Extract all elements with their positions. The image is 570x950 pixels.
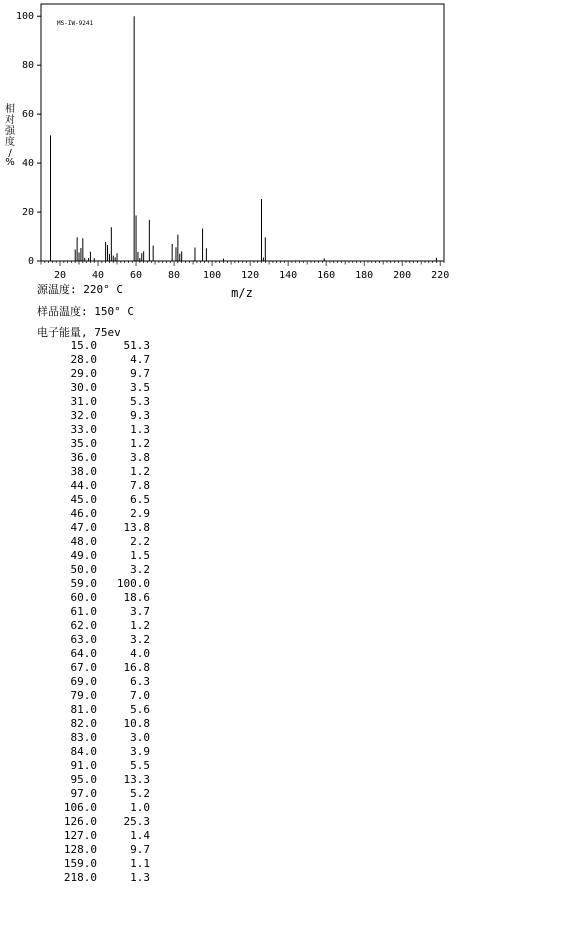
x-axis-label: m/z: [231, 286, 253, 300]
y-tick-label: 40: [21, 158, 34, 170]
peak-mz-value: 44.0: [70, 479, 97, 492]
peak-table-row: [30, 367, 150, 381]
peak-mz-value: 159.0: [63, 857, 97, 870]
peak-mz-value: 126.0: [63, 815, 97, 828]
peak-mz-value: 15.0: [70, 339, 97, 352]
peak-mz-value: 35.0: [70, 437, 97, 450]
peak-intensity-value: 9.7: [130, 843, 150, 856]
peak-table-row: [30, 661, 150, 675]
peak-table-row: [30, 787, 150, 801]
electron-energy: 电子能量, 75ev: [37, 326, 121, 339]
peak-intensity-value: 13.8: [123, 521, 150, 534]
x-tick-label: 200: [393, 270, 412, 281]
peak-mz-value: 32.0: [70, 409, 97, 422]
peak-intensity-value: 7.8: [130, 479, 150, 492]
peak-intensity-value: 100.0: [116, 577, 150, 590]
peak-table-row: [30, 689, 150, 703]
peak-table-row: [30, 605, 150, 619]
x-tick-label: 120: [241, 270, 260, 281]
peak-mz-value: 81.0: [70, 703, 97, 716]
peak-mz-value: 33.0: [70, 423, 97, 436]
peak-table-row: [30, 577, 150, 591]
peak-intensity-value: 2.9: [130, 507, 150, 520]
peak-mz-value: 45.0: [70, 493, 97, 506]
peak-mz-value: 50.0: [70, 563, 97, 576]
axis-ticks: [16, 11, 449, 281]
y-axis-label: 相对强度/ %: [5, 104, 15, 168]
peak-table-row: [30, 507, 150, 521]
peak-table-row: [30, 759, 150, 773]
peak-table-row: [30, 857, 150, 871]
peak-mz-value: 49.0: [70, 549, 97, 562]
peak-intensity-value: 9.3: [130, 409, 150, 422]
peak-table-row: [30, 815, 150, 829]
peak-table-row: [30, 829, 150, 843]
peak-intensity-value: 7.0: [130, 689, 150, 702]
peak-intensity-value: 18.6: [123, 591, 150, 604]
peak-intensity-value: 1.0: [130, 801, 150, 814]
peak-table-row: [30, 773, 150, 787]
peak-intensity-value: 3.7: [130, 605, 150, 618]
peak-intensity-value: 3.5: [130, 381, 150, 394]
peak-mz-value: 46.0: [70, 507, 97, 520]
x-tick-label: 140: [279, 270, 298, 281]
peak-intensity-value: 1.2: [130, 437, 150, 450]
peak-mz-value: 48.0: [70, 535, 97, 548]
peak-intensity-value: 3.9: [130, 745, 150, 758]
x-tick-label: 100: [203, 270, 222, 281]
peak-mz-value: 60.0: [70, 591, 97, 604]
peak-mz-value: 31.0: [70, 395, 97, 408]
peak-intensity-value: 51.3: [123, 339, 150, 352]
peak-table-row: [30, 731, 150, 745]
peak-intensity-value: 3.2: [130, 563, 150, 576]
mass-spectrum-chart: [0, 0, 460, 300]
y-tick-label: 80: [21, 60, 34, 72]
peak-mz-value: 29.0: [70, 367, 97, 380]
peak-table-row: [30, 563, 150, 577]
peak-table-row: [30, 647, 150, 661]
peak-table-row: [30, 745, 150, 759]
peak-mz-value: 63.0: [70, 633, 97, 646]
y-tick-label: 100: [15, 11, 34, 23]
peak-table-row: [30, 675, 150, 689]
peak-intensity-value: 1.3: [130, 871, 150, 884]
peak-intensity-value: 1.5: [130, 549, 150, 562]
sample-temperature: 样品温度: 150° C: [37, 305, 134, 318]
y-tick-label: 60: [21, 109, 34, 121]
peak-intensity-value: 4.0: [130, 647, 150, 660]
peak-mz-value: 91.0: [70, 759, 97, 772]
peak-table-row: [30, 591, 150, 605]
peak-intensity-value: 2.2: [130, 535, 150, 548]
spectrum-bars: [51, 16, 437, 261]
peak-intensity-value: 5.2: [130, 787, 150, 800]
peak-mz-value: 67.0: [70, 661, 97, 674]
peak-table-row: [30, 535, 150, 549]
peak-mz-value: 28.0: [70, 353, 97, 366]
peak-mz-value: 69.0: [70, 675, 97, 688]
x-tick-label: 60: [130, 270, 143, 281]
y-tick-label: 20: [21, 207, 34, 219]
peak-mz-value: 36.0: [70, 451, 97, 464]
peak-mz-value: 79.0: [70, 689, 97, 702]
peak-table-row: [30, 619, 150, 633]
source-temperature: 源温度: 220° C: [37, 283, 123, 296]
peak-mz-value: 106.0: [63, 801, 97, 814]
peak-intensity-value: 3.2: [130, 633, 150, 646]
peak-table-row: [30, 451, 150, 465]
peak-table-row: [30, 843, 150, 857]
peak-table-row: [30, 479, 150, 493]
peak-mz-value: 84.0: [70, 745, 97, 758]
peak-table-row: [30, 339, 150, 353]
peak-mz-value: 47.0: [70, 521, 97, 534]
peak-intensity-value: 4.7: [130, 353, 150, 366]
peak-table: [30, 339, 150, 885]
peak-intensity-value: 10.8: [123, 717, 150, 730]
plot-frame: [41, 4, 444, 261]
peak-table-row: [30, 353, 150, 367]
peak-intensity-value: 5.5: [130, 759, 150, 772]
peak-table-row: [30, 521, 150, 535]
peak-table-row: [30, 465, 150, 479]
peak-intensity-value: 1.2: [130, 465, 150, 478]
peak-intensity-value: 13.3: [123, 773, 150, 786]
peak-intensity-value: 5.6: [130, 703, 150, 716]
peak-intensity-value: 1.4: [130, 829, 150, 842]
peak-mz-value: 62.0: [70, 619, 97, 632]
peak-mz-value: 30.0: [70, 381, 97, 394]
peak-mz-value: 95.0: [70, 773, 97, 786]
x-tick-label: 80: [168, 270, 181, 281]
peak-intensity-value: 3.8: [130, 451, 150, 464]
x-tick-label: 40: [92, 270, 105, 281]
peak-mz-value: 61.0: [70, 605, 97, 618]
x-tick-label: 160: [317, 270, 336, 281]
peak-table-row: [30, 717, 150, 731]
peak-mz-value: 64.0: [70, 647, 97, 660]
peak-intensity-value: 9.7: [130, 367, 150, 380]
peak-table-row: [30, 437, 150, 451]
peak-table-row: [30, 549, 150, 563]
peak-table-row: [30, 381, 150, 395]
peak-mz-value: 97.0: [70, 787, 97, 800]
peak-intensity-value: 1.2: [130, 619, 150, 632]
peak-mz-value: 127.0: [63, 829, 97, 842]
peak-table-row: [30, 409, 150, 423]
peak-mz-value: 128.0: [63, 843, 97, 856]
peak-mz-value: 59.0: [70, 577, 97, 590]
peak-mz-value: 82.0: [70, 717, 97, 730]
chart-title: MS-IW-9241: [57, 20, 94, 27]
x-tick-label: 180: [355, 270, 374, 281]
peak-intensity-value: 6.5: [130, 493, 150, 506]
peak-mz-value: 218.0: [63, 871, 97, 884]
peak-intensity-value: 16.8: [123, 661, 150, 674]
x-tick-label: 20: [53, 270, 67, 281]
peak-intensity-value: 6.3: [130, 675, 150, 688]
peak-table-row: [30, 801, 150, 815]
peak-table-row: [30, 423, 150, 437]
peak-table-row: [30, 633, 150, 647]
peak-mz-value: 83.0: [70, 731, 97, 744]
peak-mz-value: 38.0: [70, 465, 97, 478]
peak-table-row: [30, 395, 150, 409]
peak-intensity-value: 3.0: [130, 731, 150, 744]
peak-intensity-value: 1.1: [130, 857, 150, 870]
y-tick-label: 0: [27, 256, 34, 267]
peak-table-row: [30, 703, 150, 717]
peak-table-row: [30, 871, 150, 885]
x-tick-label: 220: [431, 270, 450, 281]
peak-table-row: [30, 493, 150, 507]
peak-intensity-value: 1.3: [130, 423, 150, 436]
peak-intensity-value: 5.3: [130, 395, 150, 408]
peak-intensity-value: 25.3: [123, 815, 150, 828]
